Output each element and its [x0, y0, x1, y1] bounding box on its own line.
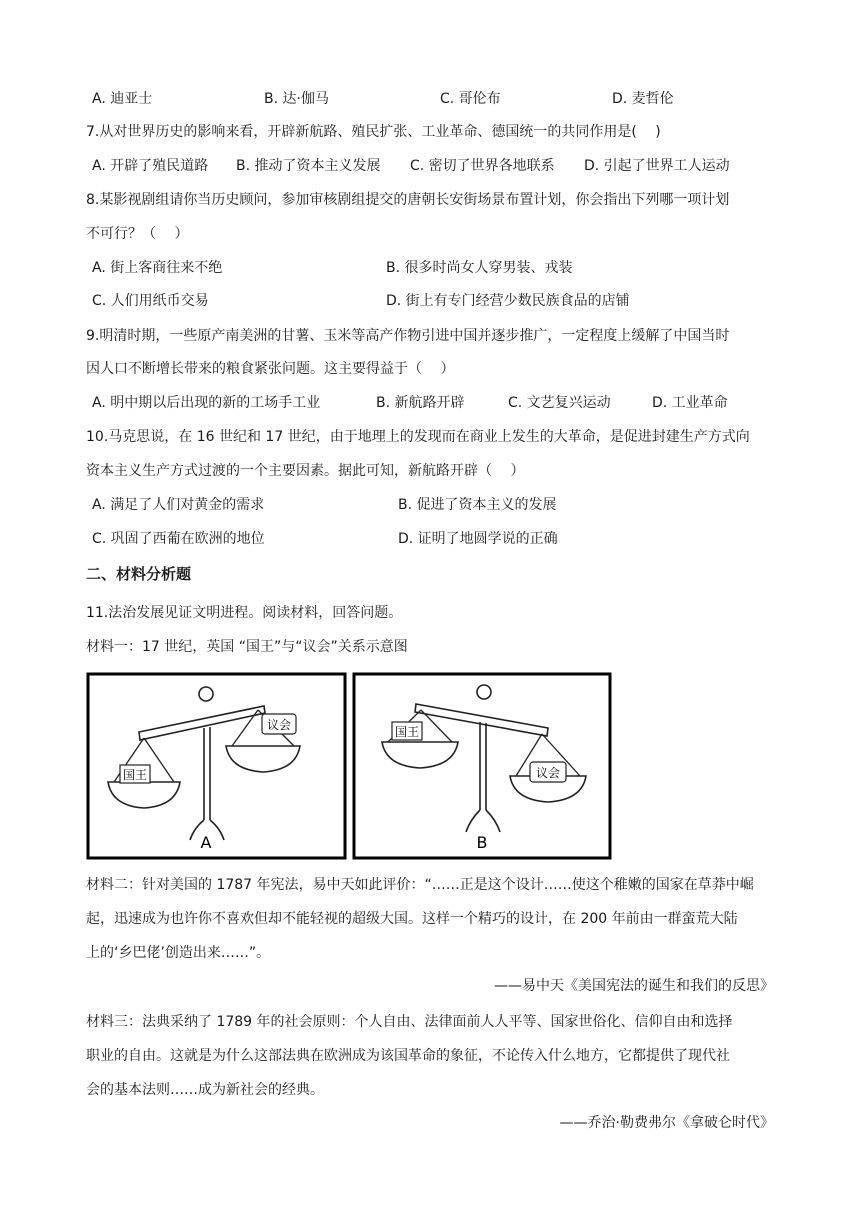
panel-a-scale: [88, 674, 345, 858]
q9-option-d: D. 工业革命: [652, 395, 728, 411]
panel-b-label: B: [476, 833, 488, 852]
q9-option-a: A. 明中期以后出现的新的工场手工业: [92, 395, 321, 411]
q6-option-b: B. 达·伽马: [264, 91, 329, 107]
q11-stem: 11.法治发展见证文明进程。阅读材料，回答问题。: [86, 605, 403, 621]
q10-option-d: D. 证明了地圆学说的正确: [398, 531, 558, 547]
q7-option-a: A. 开辟了殖民道路: [92, 158, 209, 174]
q7-option-d: D. 引起了世界工人运动: [584, 158, 730, 174]
q7-option-b: B. 推动了资本主义发展: [236, 158, 381, 174]
material3-line1: 材料三：法典采纳了 1789 年的社会原则：个人自由、法律面前人人平等、国家世俗化、信仰自由和选择: [86, 1014, 733, 1030]
q8-stem-line1: 8.某影视剧组请你当历史顾问，参加审核剧组提交的唐朝长安街场景布置计划，你会指出下列哪一项计划: [86, 192, 730, 208]
q8-option-d: D. 街上有专门经营少数民族食品的店铺: [386, 293, 630, 309]
section-heading: 二、材料分析题: [86, 565, 192, 583]
q9-option-c: C. 文艺复兴运动: [508, 395, 611, 411]
q9-stem-line1: 9.明清时期，一些原产南美洲的甘薯、玉米等高产作物引进中国并逐步推广，一定程度上缓解了中国当时: [86, 328, 730, 344]
q6-option-a: A. 迪亚士: [92, 91, 153, 107]
label-parliament-b: 议会: [535, 766, 561, 780]
q10-option-b: B. 促进了资本主义的发展: [398, 497, 557, 513]
material2-line1: 材料二：针对美国的 1787 年宪法，易中天如此评价：“……正是这个设计……使这个稚嫩的国家在草莽中崛: [86, 877, 754, 893]
q10-option-c: C. 巩固了西葡在欧洲的地位: [92, 531, 265, 547]
q8-option-a: A. 街上客商往来不绝: [92, 260, 223, 276]
label-king-b: 国王: [394, 725, 420, 739]
q10-option-a: A. 满足了人们对黄金的需求: [92, 497, 265, 513]
q10-stem-line2: 资本主义生产方式过渡的一个主要因素。据此可知，新航路开辟（ ）: [86, 463, 525, 479]
q8-option-c: C. 人们用纸币交易: [92, 293, 209, 309]
material3-line3: 会的基本法则……成为新社会的经典。: [86, 1082, 324, 1098]
q9-stem-line2: 因人口不断增长带来的粮食紧张问题。这主要得益于（ ）: [86, 361, 455, 377]
q8-stem-line2: 不可行？（ ）: [86, 226, 189, 242]
q8-option-b: B. 很多时尚女人穿男装、戎装: [386, 260, 573, 276]
q6-option-d: D. 麦哲伦: [612, 91, 674, 107]
material3-line2: 职业的自由。这就是为什么这部法典在欧洲成为该国革命的象征，不论传入什么地方，它都提供了现代社: [86, 1048, 730, 1064]
material2-line3: 上的‘乡巴佬’创造出来……”。: [86, 945, 271, 961]
q10-stem-line1: 10.马克思说，在 16 世纪和 17 世纪，由于地理上的发现而在商业上发生的大革命，是促进封建生产方式向: [86, 429, 750, 445]
scale-figure: [86, 670, 612, 862]
q7-stem: 7.从对世界历史的影响来看，开辟新航路、殖民扩张、工业革命、德国统一的共同作用是( ): [86, 124, 661, 140]
material2-line2: 起，迅速成为也许你不喜欢但却不能轻视的超级大国。这样一个精巧的设计，在 200 年前由一群蛮荒大陆: [86, 911, 738, 927]
panel-b-scale: [354, 674, 610, 858]
material1-caption: 材料一：17 世纪，英国 “国王”与“议会”关系示意图: [86, 639, 408, 655]
label-king-a: 国王: [122, 768, 148, 782]
panel-a-label: A: [200, 833, 212, 852]
q7-option-c: C. 密切了世界各地联系: [410, 158, 555, 174]
material3-source: ——乔治·勒费弗尔《拿破仑时代》: [559, 1115, 774, 1131]
label-parliament-a: 议会: [266, 718, 292, 732]
q6-option-c: C. 哥伦布: [440, 91, 501, 107]
material2-source: ——易中天《美国宪法的诞生和我们的反思》: [494, 978, 774, 994]
q9-option-b: B. 新航路开辟: [376, 395, 465, 411]
